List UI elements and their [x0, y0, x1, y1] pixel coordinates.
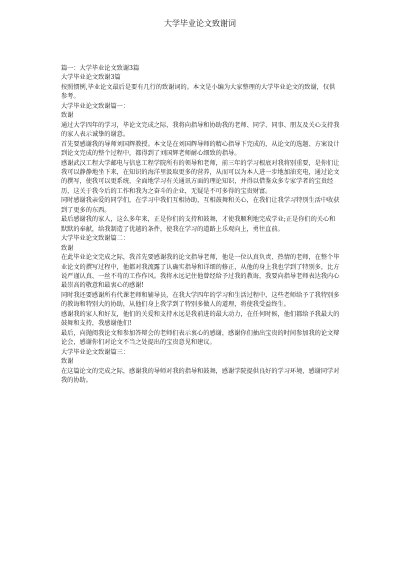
section-2-paragraph: 在此毕业论文完成之际，我首先要感谢我的论文指导老师，他是一位认真负责、热情的老师，在整个毕业论文的撰写过程中，他都对我流露了认确实指导和详细的修正，从他的身上我也学到了特别多，比方说严谨认真、一丝不苟的工作作风。我将永远记住他曾经给予过我的教诲，我要向指导老师表达我内心最崇高的敬意和最衷心的感谢!	[61, 254, 340, 290]
section-1-label: 致谢	[61, 112, 74, 120]
section-2-label: 致谢	[61, 244, 74, 252]
section-1-heading: 大学毕业论文致谢篇一：	[61, 102, 130, 110]
section-3-paragraph: 在这篇论文的完成之际，感谢我的导师对我的指导和鼓舞，感谢学院提供良好的学习环境，感谢同学对我的协助。	[61, 367, 340, 384]
intro-paragraph: 按照惯例,毕业论文最后是要有几行的致谢词的。本文是小编为大家整理的大学毕业论文的致谢，仅供参考。	[61, 83, 336, 101]
main-heading: 大学毕业论文致谢3篇	[61, 74, 121, 82]
document-title: 大学毕业论文致谢词	[164, 19, 236, 28]
section-1-paragraph: 首先要感谢我的导师刘国辉教授。本文是在刘国辉导师的精心指导下完成的，从论文的选题、方案设计到论文完成的整个过程中，都得到了刘国辉老师耐心细致的指导。	[61, 140, 340, 158]
article-heading: 篇一：大学毕业论文致谢3篇	[61, 65, 140, 72]
section-3-heading: 大学毕业论文致谢篇三：	[61, 348, 130, 356]
section-1-paragraph: 同时感谢我亲爱的同学们，在学习中我们互相协助，互相鼓舞和关心，在我们让我学习特别生活中收获到了更多的东西。	[61, 197, 340, 214]
section-2-paragraph: 同时我还要感谢所有代课老师和辅导员，在我大学四年的学习和生活过程中，这些老师给予了我特别多的教诲和特别大的协助，从他们身上我学到了特别多做人的道理，将使我受益终生。	[61, 291, 340, 309]
section-2-paragraph: 感谢我的家人和好友，他们的关爱和支持永远是我前进的最大动力，在任何时候，他们都给予我最大的鼓舞和支持，我感谢他们!	[61, 310, 340, 328]
section-1-paragraph: 最后感谢我的家人，这么多年来，正是你们的支持和鼓舞，才使我顺利地完成学业;正是你们的关心和默默的奉献，给我制造了优越的条件，使我在学习的道路上乐观向上，勇往直前。	[61, 216, 336, 233]
document-body	[61, 64, 341, 385]
section-2-paragraph: 最后，向抛阅我论文和参加答辩会的老师们表示衷心的感谢，感谢你们抽出宝贵的时间参加我的论文辩论会，感谢你们对论文不当之处提出的宝贵意见和建议。	[61, 329, 340, 347]
section-3-label: 致谢	[61, 358, 74, 366]
section-2-heading: 大学毕业论文致谢篇二：	[61, 235, 130, 243]
section-1-paragraph: 感谢武汉工程大学邮电与信息工程学院所有的领导和老师，前三年的学习根底对我将别重要，是你们让我可以静静地坐下来，在知识的海洋里汲取更多的营养，从而可以为本人进一步地加油充电，通过论文的撰写，使我可以更系统、全面地学习有关通讯方面的理论知识，并得以借鉴众多专家学者的宝贵经历，这关于我今后的工作和我为之奋斗的企业，无疑是不可多得的宝贵财富。	[61, 159, 340, 195]
section-1-paragraph: 通过大学四年的学习，毕论文完成之际，我将向指导和协助我的老师、同学、同事、朋友及关心支持我的家人表示诚挚的谢意。	[61, 121, 340, 139]
